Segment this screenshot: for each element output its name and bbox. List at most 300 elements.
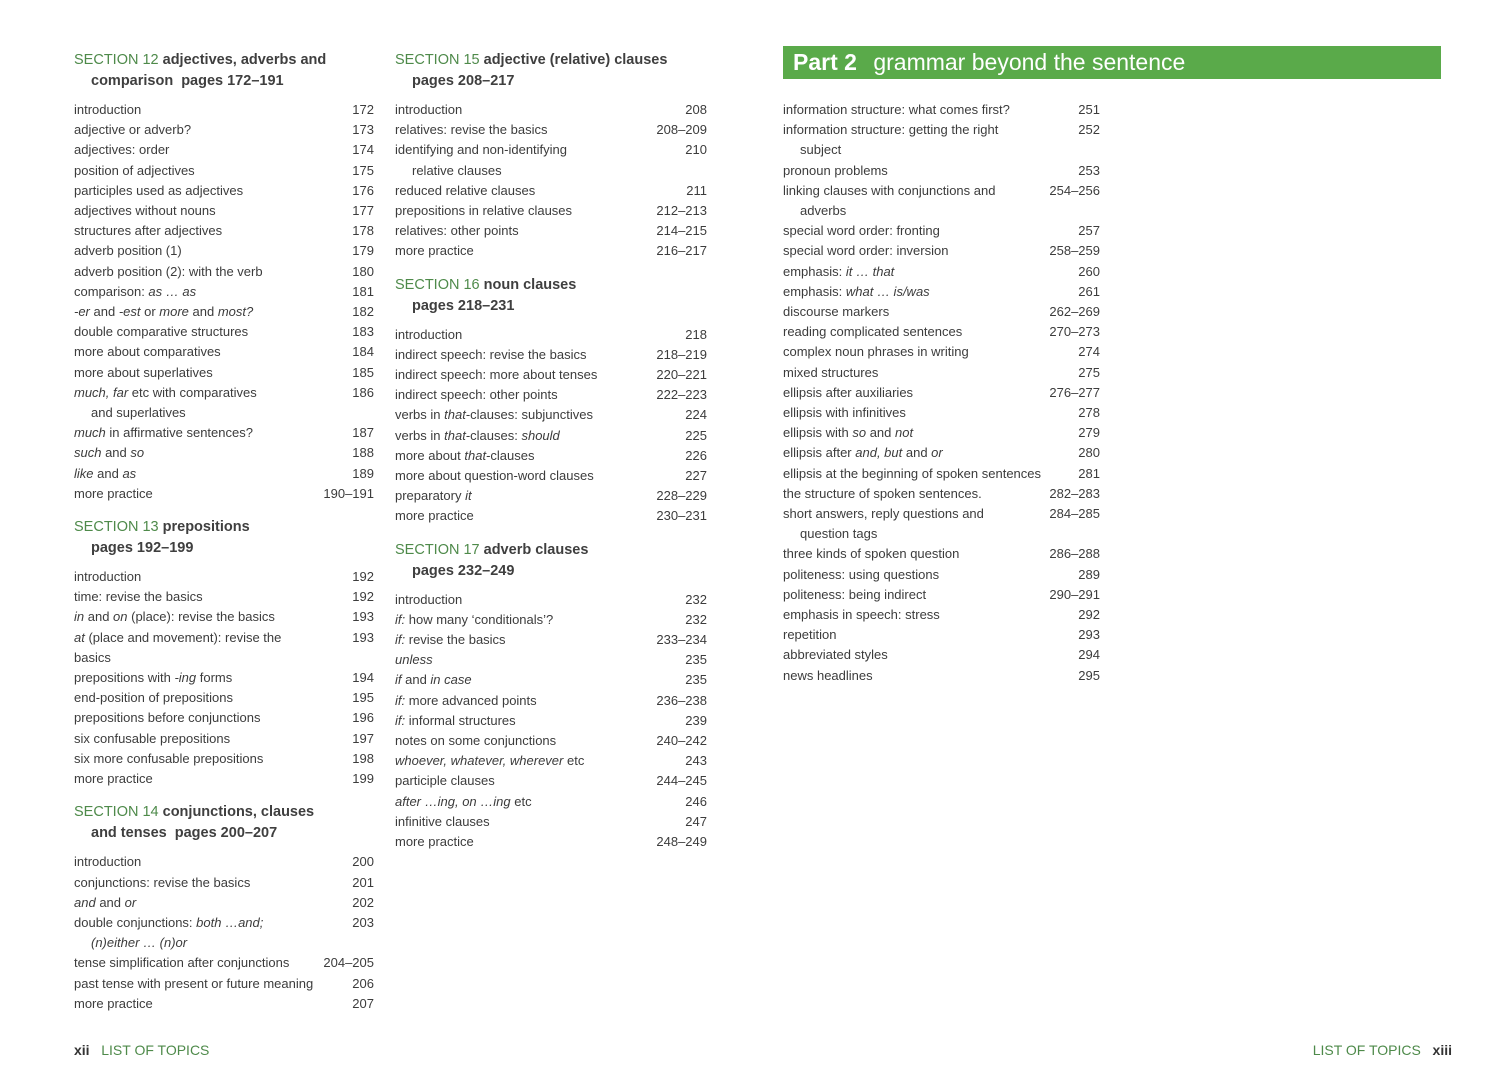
page-number: 295 bbox=[1078, 667, 1100, 683]
topic-title bbox=[74, 587, 326, 607]
topic-title bbox=[395, 792, 659, 812]
topic-text-part: the structure of spoken sentences. bbox=[783, 485, 982, 501]
topic-text-part: in case bbox=[430, 672, 472, 688]
page-number: 206 bbox=[352, 975, 374, 991]
topic-row bbox=[74, 484, 374, 504]
footer-right bbox=[1313, 1040, 1452, 1060]
topic-text-part: mixed structures bbox=[783, 364, 879, 380]
topic-text-part: discourse markers bbox=[783, 304, 890, 320]
section-title: conjunctions, clauses bbox=[162, 804, 315, 821]
topic-text-part: reduced relative clauses bbox=[395, 182, 536, 198]
topic-text-part: more advanced points bbox=[405, 692, 537, 708]
topic-title-continuation: adverbs bbox=[800, 203, 847, 219]
topic-text-part: infinitive clauses bbox=[395, 813, 490, 829]
topic-row bbox=[395, 221, 707, 241]
topic-title bbox=[74, 443, 326, 463]
topic-row bbox=[74, 994, 374, 1014]
topic-title bbox=[783, 221, 1052, 241]
page-number: 235 bbox=[685, 652, 707, 668]
topic-row bbox=[783, 363, 1100, 383]
topic-row bbox=[74, 893, 374, 913]
topic-title bbox=[783, 565, 1052, 585]
section-number: SECTION 13 bbox=[74, 519, 159, 536]
topic-text-part: introduction bbox=[74, 102, 142, 117]
topic-text-part: complex noun phrases in writing bbox=[783, 344, 969, 360]
topic-title bbox=[74, 628, 326, 668]
topic-title bbox=[783, 181, 1049, 221]
topic-title bbox=[783, 585, 1049, 605]
page-number: 195 bbox=[352, 690, 374, 706]
topic-row bbox=[395, 405, 707, 425]
topic-row bbox=[395, 241, 707, 261]
topic-text-part: time: revise the basics bbox=[74, 589, 203, 605]
page-number: 192 bbox=[352, 569, 374, 585]
topic-row bbox=[783, 585, 1100, 605]
topic-text-part: more practice bbox=[74, 771, 153, 787]
topic-row bbox=[74, 607, 374, 627]
page-number: 286–288 bbox=[1049, 546, 1100, 562]
topic-text-part: emphasis: bbox=[783, 263, 846, 279]
topic-text-part: information structure: getting the right bbox=[783, 122, 999, 138]
topic-text-part: more practice bbox=[74, 485, 153, 501]
topic-text-part: if: bbox=[395, 632, 406, 648]
topic-title bbox=[74, 749, 326, 769]
topic-row bbox=[74, 567, 374, 587]
part2-title: grammar beyond the sentence bbox=[873, 49, 1186, 75]
topic-row bbox=[783, 403, 1100, 423]
topic-text-part: etc with comparatives bbox=[128, 384, 257, 400]
topic-row bbox=[395, 365, 707, 385]
topic-text-part: emphasis: bbox=[783, 283, 846, 299]
page-number: 212–213 bbox=[656, 203, 707, 219]
topic-text-part: identifying and non-identifying bbox=[395, 142, 568, 158]
topic-text-part: indirect speech: revise the basics bbox=[395, 346, 587, 362]
topic-text-part: position of adjectives bbox=[74, 162, 195, 178]
section-page-range: pages 200–207 bbox=[174, 825, 278, 842]
topic-row bbox=[783, 625, 1100, 645]
section-title: noun clauses bbox=[483, 276, 577, 293]
topic-row bbox=[783, 282, 1100, 302]
topic-text-part: more about superlatives bbox=[74, 364, 213, 380]
topic-row bbox=[783, 565, 1100, 585]
topic-text-part: double conjunctions: bbox=[74, 914, 197, 930]
page-number: 196 bbox=[352, 710, 374, 726]
topic-title bbox=[395, 405, 659, 425]
topic-title bbox=[783, 403, 1052, 423]
topic-row bbox=[395, 325, 707, 345]
page-number: 260 bbox=[1078, 263, 1100, 279]
topic-title bbox=[395, 670, 659, 690]
page-number: 247 bbox=[685, 813, 707, 829]
page-number: 200 bbox=[352, 854, 374, 870]
part2-topic-list bbox=[783, 100, 1100, 686]
topic-row bbox=[74, 363, 374, 383]
topic-title bbox=[74, 873, 326, 893]
page-number: 177 bbox=[352, 203, 374, 219]
topic-title bbox=[74, 140, 326, 160]
topic-text-part: and bbox=[74, 894, 96, 910]
page-number: 187 bbox=[352, 425, 374, 441]
topic-text-part: so bbox=[130, 445, 145, 461]
topic-text-part: indirect speech: more about tenses bbox=[395, 367, 598, 383]
topic-text-part: like bbox=[74, 465, 94, 481]
section-block bbox=[74, 50, 374, 504]
section-heading-line2 bbox=[395, 71, 707, 92]
page-number: 208–209 bbox=[656, 122, 707, 138]
topic-row bbox=[74, 241, 374, 261]
topic-row bbox=[395, 751, 707, 771]
topic-title bbox=[783, 666, 1052, 686]
topic-text-part: if: bbox=[395, 712, 406, 728]
section-heading-line2 bbox=[74, 538, 374, 559]
topic-title bbox=[74, 668, 326, 688]
topic-text-part: information structure: what comes first? bbox=[783, 102, 1010, 117]
page-number: 225 bbox=[685, 427, 707, 443]
page-number: 232 bbox=[685, 611, 707, 627]
topic-text-part: much, far bbox=[74, 384, 129, 400]
topic-title bbox=[395, 590, 659, 610]
topic-row bbox=[74, 443, 374, 463]
page-number: 189 bbox=[352, 465, 374, 481]
topic-text-part: much bbox=[74, 425, 106, 441]
topic-text-part: verbs in bbox=[395, 407, 445, 423]
page-number: 190–191 bbox=[323, 485, 374, 501]
topic-row bbox=[395, 181, 707, 201]
topic-title bbox=[395, 832, 656, 852]
page-number-right: xiii bbox=[1432, 1042, 1452, 1058]
topic-row bbox=[74, 302, 374, 322]
topic-row bbox=[783, 302, 1100, 322]
topic-text-part: (place): revise the basics bbox=[127, 609, 275, 625]
page-number: 261 bbox=[1078, 283, 1100, 299]
topic-text-part: more about comparatives bbox=[74, 344, 221, 360]
page-number: 276–277 bbox=[1049, 384, 1100, 400]
page-number: 279 bbox=[1078, 425, 1100, 441]
topic-text-part: if bbox=[395, 672, 402, 688]
section-heading bbox=[395, 50, 707, 92]
topic-title bbox=[74, 974, 326, 994]
topic-text-part: linking clauses with conjunctions and bbox=[783, 182, 996, 198]
topic-title bbox=[74, 221, 326, 241]
topic-text-part: not bbox=[895, 425, 914, 441]
topic-text-part: most? bbox=[217, 304, 254, 320]
contents-column-1 bbox=[74, 50, 374, 1027]
page-number: 218–219 bbox=[656, 346, 707, 362]
section-title: adjectives, adverbs and bbox=[162, 52, 327, 68]
topic-text-part: ellipsis at the beginning of spoken sentences bbox=[783, 465, 1042, 481]
topic-text-part: it bbox=[465, 488, 472, 504]
topic-title bbox=[74, 464, 326, 484]
topic-title bbox=[783, 241, 1049, 261]
section-heading-line2 bbox=[74, 823, 374, 844]
topic-text-part: revise the basics bbox=[405, 632, 506, 648]
page-number: 184 bbox=[352, 344, 374, 360]
topic-title bbox=[783, 342, 1052, 362]
topic-title bbox=[783, 322, 1049, 342]
topic-text-part: adjective or adverb? bbox=[74, 122, 192, 138]
topic-row bbox=[74, 873, 374, 893]
topic-title bbox=[74, 769, 326, 789]
topic-title bbox=[395, 426, 659, 446]
page-number: 208 bbox=[685, 102, 707, 117]
topic-row bbox=[783, 221, 1100, 241]
topic-row bbox=[395, 771, 707, 791]
page-number: 254–256 bbox=[1049, 182, 1100, 198]
topic-text-part: special word order: fronting bbox=[783, 223, 940, 239]
topic-text-part: ellipsis after bbox=[783, 445, 856, 461]
topic-title bbox=[783, 484, 1049, 504]
topic-row bbox=[783, 605, 1100, 625]
page-number: 224 bbox=[685, 407, 707, 423]
topic-title bbox=[74, 953, 323, 973]
topic-row bbox=[395, 670, 707, 690]
page-number-left: xii bbox=[74, 1042, 90, 1058]
topic-row bbox=[74, 181, 374, 201]
topic-title bbox=[395, 812, 659, 832]
topic-title bbox=[395, 201, 656, 221]
page-number: 239 bbox=[685, 712, 707, 728]
page-number: 186 bbox=[352, 384, 374, 400]
topic-text-part: and bbox=[89, 304, 119, 320]
topic-text-part: more practice bbox=[74, 995, 153, 1011]
topic-text-part: -clauses: subjunctives bbox=[465, 407, 593, 423]
topic-title bbox=[74, 363, 326, 383]
topic-row bbox=[395, 590, 707, 610]
page-number: 246 bbox=[685, 793, 707, 809]
page-number: 243 bbox=[685, 753, 707, 769]
topic-title bbox=[783, 423, 1052, 443]
topic-text-part: as … as bbox=[148, 283, 197, 299]
section-number: SECTION 12 bbox=[74, 52, 159, 68]
topic-text-part: and, but bbox=[855, 445, 903, 461]
topic-title bbox=[395, 751, 659, 771]
topic-title bbox=[783, 504, 1049, 544]
page-number: 244–245 bbox=[656, 773, 707, 789]
page-number: 188 bbox=[352, 445, 374, 461]
page-number: 192 bbox=[352, 589, 374, 605]
topic-text-part: as bbox=[122, 465, 137, 481]
page-number: 193 bbox=[352, 609, 374, 625]
page-number: 280 bbox=[1078, 445, 1100, 461]
page-number: 284–285 bbox=[1049, 506, 1100, 522]
page-number: 236–238 bbox=[656, 692, 707, 708]
page-number: 172 bbox=[352, 102, 374, 117]
page-number: 204–205 bbox=[323, 955, 374, 971]
page-number: 233–234 bbox=[656, 632, 707, 648]
topic-title bbox=[74, 161, 326, 181]
topic-title bbox=[395, 466, 659, 486]
topic-title bbox=[395, 446, 659, 466]
section-title-continued: and tenses bbox=[91, 825, 167, 842]
page-number: 235 bbox=[685, 672, 707, 688]
page-number: 185 bbox=[352, 364, 374, 380]
page-number: 262–269 bbox=[1049, 304, 1100, 320]
topic-title bbox=[74, 688, 326, 708]
page-number: 240–242 bbox=[656, 733, 707, 749]
topic-title bbox=[395, 610, 659, 630]
topic-text-part: double comparative structures bbox=[74, 324, 249, 340]
topic-row bbox=[74, 953, 374, 973]
topic-row bbox=[74, 282, 374, 302]
topic-row bbox=[74, 628, 374, 668]
topic-row bbox=[74, 464, 374, 484]
topic-row bbox=[783, 484, 1100, 504]
topic-text-part: past tense with present or future meaning bbox=[74, 975, 314, 991]
topic-row bbox=[74, 749, 374, 769]
topic-row bbox=[395, 691, 707, 711]
page-number: 257 bbox=[1078, 223, 1100, 239]
topic-text-part: in affirmative sentences? bbox=[105, 425, 253, 441]
topic-text-part: six more confusable prepositions bbox=[74, 750, 264, 766]
topic-row bbox=[783, 120, 1100, 160]
page-number: 220–221 bbox=[656, 367, 707, 383]
topic-title bbox=[74, 708, 326, 728]
topic-text-part: and bbox=[401, 672, 431, 688]
page-number: 207 bbox=[352, 995, 374, 1011]
topic-text-part: both …and; bbox=[196, 914, 264, 930]
topic-title-continuation bbox=[74, 933, 320, 953]
topic-row bbox=[74, 913, 374, 953]
topic-text-part: more bbox=[159, 304, 189, 320]
topic-row bbox=[395, 832, 707, 852]
page-number: 252 bbox=[1078, 122, 1100, 138]
topic-text-part: indirect speech: other points bbox=[395, 387, 558, 403]
page-number: 270–273 bbox=[1049, 324, 1100, 340]
topic-text-part: or bbox=[140, 304, 160, 320]
topic-row bbox=[74, 120, 374, 140]
topic-title bbox=[395, 241, 656, 261]
topic-row bbox=[783, 443, 1100, 463]
topic-row bbox=[395, 792, 707, 812]
topic-text-part: should bbox=[521, 427, 560, 443]
topic-row bbox=[74, 201, 374, 221]
topic-text-part: adjectives: order bbox=[74, 142, 170, 158]
page-number: 292 bbox=[1078, 607, 1100, 623]
topic-title bbox=[74, 241, 326, 261]
page-number: 201 bbox=[352, 874, 374, 890]
topic-text-part: what … is/was bbox=[845, 283, 930, 299]
topic-title bbox=[395, 120, 656, 140]
section-block bbox=[395, 275, 707, 527]
topic-title bbox=[395, 181, 659, 201]
topic-title bbox=[783, 645, 1052, 665]
page-number: 228–229 bbox=[656, 488, 707, 504]
topic-title bbox=[74, 607, 326, 627]
topic-text-part: if: bbox=[395, 692, 406, 708]
topic-text-part: -clauses bbox=[486, 447, 535, 463]
topic-text-part: it … that bbox=[845, 263, 895, 279]
section-page-range: pages 192–199 bbox=[91, 540, 194, 557]
topic-row bbox=[74, 423, 374, 443]
topic-text-part: ellipsis with bbox=[783, 425, 853, 441]
topic-text-part: -er bbox=[74, 304, 90, 320]
topic-text-part: prepositions with bbox=[74, 670, 175, 686]
topic-title bbox=[74, 913, 326, 953]
topic-row bbox=[783, 504, 1100, 544]
page-number: 203 bbox=[352, 914, 374, 930]
topic-title bbox=[783, 363, 1052, 383]
topic-row bbox=[395, 630, 707, 650]
topic-title bbox=[395, 771, 656, 791]
topic-text-part: adverb position (1) bbox=[74, 243, 182, 259]
topic-text-part: more practice bbox=[395, 834, 474, 850]
page-number: 179 bbox=[352, 243, 374, 259]
topic-row bbox=[74, 708, 374, 728]
contents-column-2 bbox=[395, 50, 707, 865]
topic-text-part: repetition bbox=[783, 627, 837, 643]
topic-title bbox=[74, 383, 326, 423]
topic-row bbox=[395, 506, 707, 526]
section-page-range: pages 218–231 bbox=[412, 297, 515, 314]
topic-row bbox=[783, 181, 1100, 221]
section-block bbox=[395, 50, 707, 262]
page-number: 251 bbox=[1078, 102, 1100, 117]
topic-text-part: whoever, whatever, wherever bbox=[395, 753, 564, 769]
topic-title bbox=[395, 385, 656, 405]
topic-text-part: etc bbox=[510, 793, 532, 809]
topic-title bbox=[74, 282, 326, 302]
section-title: prepositions bbox=[162, 519, 250, 536]
page-number: 232 bbox=[685, 591, 707, 607]
topic-row bbox=[74, 161, 374, 181]
topic-text-part: end-position of prepositions bbox=[74, 690, 233, 706]
topic-text-part: that bbox=[444, 407, 466, 423]
topic-title bbox=[74, 484, 323, 504]
topic-text-part: (place and movement): revise the basics bbox=[74, 629, 282, 665]
page-number: 289 bbox=[1078, 566, 1100, 582]
topic-title bbox=[783, 544, 1049, 564]
topic-text-part: news headlines bbox=[783, 667, 873, 683]
topic-row bbox=[74, 100, 374, 120]
topic-row bbox=[74, 668, 374, 688]
topic-row bbox=[395, 201, 707, 221]
section-heading bbox=[395, 540, 707, 582]
topic-title-continuation: subject bbox=[800, 142, 842, 158]
topic-text-part: introduction bbox=[74, 569, 142, 585]
page-number: 198 bbox=[352, 750, 374, 766]
topic-row bbox=[783, 161, 1100, 181]
topic-row bbox=[74, 383, 374, 423]
topic-row bbox=[74, 852, 374, 872]
page-number: 275 bbox=[1078, 364, 1100, 380]
page-number: 258–259 bbox=[1049, 243, 1100, 259]
topic-text-part: after …ing, on …ing bbox=[395, 793, 511, 809]
topic-title bbox=[74, 120, 326, 140]
topic-title bbox=[395, 711, 659, 731]
topic-row bbox=[783, 544, 1100, 564]
topic-text-part: politeness: being indirect bbox=[783, 586, 927, 602]
section-heading-line2 bbox=[74, 71, 374, 92]
topic-row bbox=[783, 666, 1100, 686]
topic-title bbox=[395, 140, 659, 180]
topic-row bbox=[74, 769, 374, 789]
topic-row bbox=[395, 140, 707, 180]
section-heading-line2 bbox=[395, 561, 707, 582]
topic-row bbox=[395, 731, 707, 751]
topic-text-part: adjectives without nouns bbox=[74, 203, 216, 219]
topic-text-part: unless bbox=[395, 652, 433, 668]
topic-text-part: special word order: inversion bbox=[783, 243, 949, 259]
topic-text-part: relatives: revise the basics bbox=[395, 122, 548, 138]
topic-row bbox=[74, 322, 374, 342]
topic-text-part: and bbox=[866, 425, 896, 441]
topic-text-part: -est bbox=[118, 304, 141, 320]
topic-title bbox=[74, 423, 326, 443]
page-number: 180 bbox=[352, 263, 374, 279]
page-number: 214–215 bbox=[656, 223, 707, 239]
page-number: 290–291 bbox=[1049, 586, 1100, 602]
topic-text-part: structures after adjectives bbox=[74, 223, 223, 239]
